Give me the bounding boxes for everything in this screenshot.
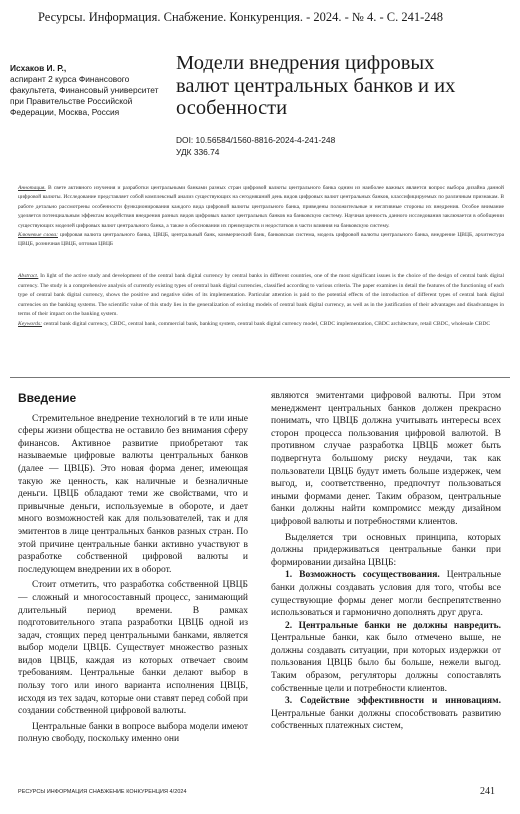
principle-text: Центральные банки, как было отмечено выше, не должны создавать ситуации, при которых издержки от пользования ЦВЦБ было бы больше, нежели выгод. Таким образом, регуляторы должны сопоставлять собственные цели и потребности клиентов. xyxy=(271,633,501,694)
body-paragraph: Центральные банки в вопросе выбора модели имеют полную свободу, поскольку именно они xyxy=(18,721,248,745)
body-paragraph: Стремительное внедрение технологий в те или иные сферы жизни общества не оставило без внимания сферу финансов. Активное развитие приобретают так называемые цифровые валюты центральных банков (далее — ЦВЦБ). Это новая форма денег, имеющая такую же ценность, как наличные и безналичные деньги. ЦВЦБ обладают теми же свойствами, что и привычные деньги, используемые в обороте, и дает много возможностей как для пользователей, так и для эмитентов в лице центральных банков разных стран. По этой причине центральные банки активно участвуют в разработке собственной цифровой валюты и последующем внедрении их в оборот. xyxy=(18,413,248,575)
keywords-ru-label: Ключевые слова: xyxy=(18,232,58,239)
body-paragraph: Выделяется три основных принципа, которых должны придерживаться центральные банки при формировании дизайна ЦВЦБ: xyxy=(271,532,501,568)
abstract-en-label: Abstract. xyxy=(18,273,39,279)
abstract-ru-text: В свете активного изучения и разработки центральными банками разных стран цифровой валюты центрального банка одним из наиболее важных является вопрос выбора дизайна данной цифровой валюты. Исследование представляет собой комплексный анализ существующих на сегодняшний день видов цифровых валют центральных банков, классифицируемых по различным признакам. В работе детально рассмотрены особенности функционирования каждого вида цифровой валюты центрального банка, приведены положительные и негативные стороны их внедрения. Особое внимание уделяется потенциальным эффектам воздействия внедрения разных видов цифровых валют центральных банков на банковскую систему. Научная ценность данного исследования заключается в обобщении существующих моделей цифровых валют центрального банка, а также в обосновании их преимуществ и недостатков в части влияния на банковскую систему. xyxy=(18,185,504,229)
principle-item xyxy=(271,569,501,619)
principle-text: Центральные банки должны создавать условия для того, чтобы все существующие формы денег могли беспрепятственно использоваться и гармонично дополнять друг друга. xyxy=(271,570,501,619)
author-name: Исхаков И. Р., xyxy=(10,63,67,73)
section-divider xyxy=(10,377,510,378)
principle-number: 1. xyxy=(285,570,293,581)
section-title: Введение xyxy=(18,391,77,405)
body-paragraph: Стоит отметить, что разработка собственной ЦВЦБ — сложный и многосоставный процесс, занимающий длительный период времени. В рамках подготовительного этапа разработки ЦВЦБ одной из задач, стоящих перед центральными банками, является выбор модели ЦВЦБ. Существует множество разных видов ЦВЦБ, каждая из которых отвечает своим требованиям. Центральные банки делают выбор в пользу того или иного варианта исполнения ЦВЦБ, исходя из тех задач, которые они ставят перед собой при создании собственной цифровой валюты. xyxy=(18,580,248,717)
principle-number: 2. xyxy=(285,620,293,631)
doi: DOI: 10.56584/1560-8816-2024-4-241-248 xyxy=(176,135,336,145)
author-block xyxy=(10,63,162,118)
abstract-ru xyxy=(18,184,504,250)
principle-text: Центральные банки должны способствовать развитию собственных платежных систем, xyxy=(271,708,501,732)
keywords-en-label: Keywords: xyxy=(18,320,43,327)
udc: УДК 336.74 xyxy=(176,147,220,157)
body-paragraph: являются эмитентами цифровой валюты. При этом менеджмент центральных банков должен прекрасно понимать, что ЦВЦБ должна учитывать интересы всех сторон процесса пользования цифровой валютой. В противном случае разработка ЦВЦБ может быть подвергнута большому риску неудачи, так как пользователи ЦВЦБ будут иметь больше издержек, чем выгод, и, соответственно, предпочтут пользоваться иными формами денег. Таким образом, центральные банки должны найти компромисс между дизайном цифровой валюты и потребностями клиентов. xyxy=(271,391,501,527)
author-affiliation: аспирант 2 курса Финансового факультета, Финансовый университет при Правительстве Российской Федерации, Москва, Россия xyxy=(10,74,159,118)
keywords-ru: цифровая валюта центрального банка, ЦВЦБ, центральный банк, коммерческий банк, банковская система, модель цифровой валюты центрального банка, внедрение ЦВЦБ, архитектура ЦВЦБ, розничная ЦВЦБ, оптовая ЦВЦБ xyxy=(18,232,505,248)
principle-item xyxy=(271,620,501,696)
footer-journal: РЕСУРСЫ ИНФОРМАЦИЯ СНАБЖЕНИЕ КОНКУРЕНЦИЯ 4/2024 xyxy=(18,789,187,795)
body-column-left xyxy=(18,392,248,746)
principle-heading: Центральные банки не должны навредить. xyxy=(298,620,502,631)
abstract-en-text: In light of the active study and development of the central bank digital currency by central banks in different countries, one of the most significant issues is the choice of the design of central bank digital currency. The study is a comprehensive analysis of currently existing types of central bank digital currencies, classified according to various criteria. The paper examines in detail the features of the functioning of each type of central bank digital currency, shows the positive and negative sides of its implementation. Particular attention is paid to the potential effects of the introduction of different types of central bank digital currencies on the banking systems. The scientific value of this study lies in the generalization of existing models of central bank digital currency, as well as in the justification of their advantages and disadvantages in terms of their impact on the banking system. xyxy=(18,273,504,318)
principle-item xyxy=(271,695,501,733)
page-number: 241 xyxy=(480,786,495,797)
article-title: Модели внедрения цифровых валют центральных банков и их особенности xyxy=(176,52,456,119)
body-column-right xyxy=(271,390,501,733)
principle-heading: Возможность сосуществования. xyxy=(299,570,440,581)
keywords-en: central bank digital currency, CBDC, central bank, commercial bank, banking system, central bank digital currency model, CBDC implementation, CBDC architecture, retail CBDC, wholesale CBDC xyxy=(43,320,491,327)
journal-header: Ресурсы. Информация. Снабжение. Конкуренция. - 2024. - № 4. - С. 241-248 xyxy=(38,10,444,24)
principle-number: 3. xyxy=(285,696,293,707)
article-identifiers xyxy=(176,134,335,158)
principle-heading: Содействие эффективности и инновациям. xyxy=(299,696,501,707)
abstract-ru-label: Аннотация. xyxy=(18,185,46,191)
abstract-en xyxy=(18,272,504,330)
